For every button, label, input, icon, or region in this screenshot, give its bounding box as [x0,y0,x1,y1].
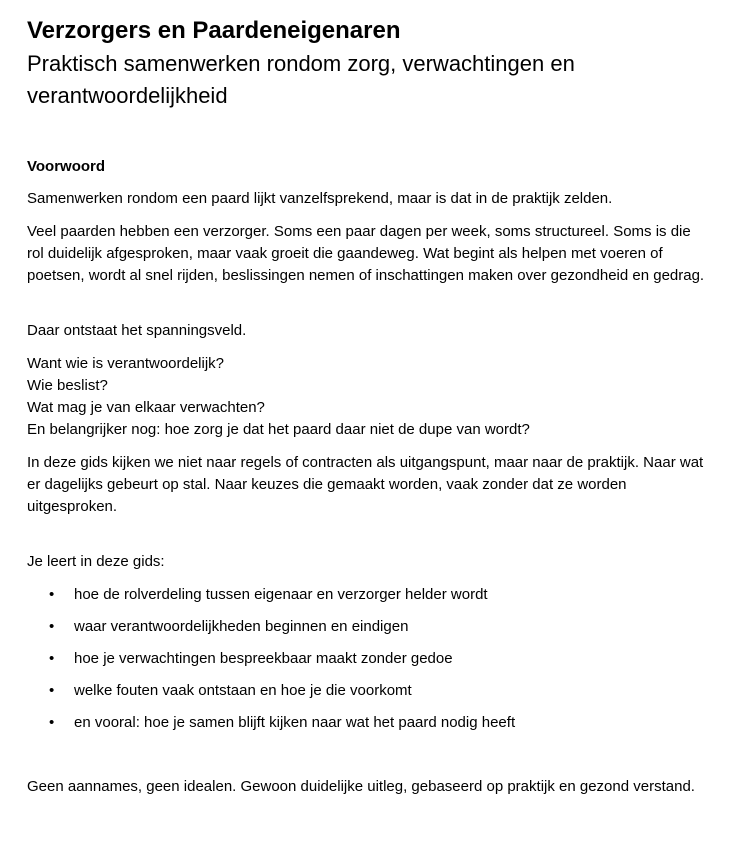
list-item: • waar verantwoordelijkheden beginnen en eindigen [27,616,515,648]
list-item: • hoe de rolverdeling tussen eigenaar en verzorger helder wordt [27,584,515,616]
paragraph: Daar ontstaat het spanningsveld. [27,322,247,339]
list-item: • hoe je verwachtingen bespreekbaar maakt zonder gedoe [27,648,515,680]
paragraph: Veel paarden hebben een verzorger. Soms een paar dagen per week, soms structureel. Soms is die rol duidelijk afgesproken, maar vaak groeit die gaandeweg. Wat begint als helpen met voeren of poetsen, wordt al snel rijden, beslissingen nemen of inschattingen maken over gezondheid en gedrag. [27,223,705,284]
document-title: Verzorgers en Paardeneigenaren [27,17,401,44]
document [27,14,727,795]
list-item: • welke fouten vaak ontstaan en hoe je die voorkomt [27,680,515,712]
document-subtitle: Praktisch samenwerken rondom zorg, verwachtingen en verantwoordelijkheid [27,51,575,108]
list-intro: Je leert in deze gids: [27,553,165,570]
section-heading: Voorwoord [27,158,106,175]
closing-paragraph: Geen aannames, geen idealen. Gewoon duidelijke uitleg, gebaseerd op praktijk en gezond verstand. [27,778,695,795]
question: Wie beslist? [27,377,108,394]
bullet-list [27,584,515,744]
list-item: • en vooral: hoe je samen blijft kijken naar wat het paard nodig heeft [27,712,515,744]
question: En belangrijker nog: hoe zorg je dat het paard daar niet de dupe van wordt? [27,421,530,438]
question: Wat mag je van elkaar verwachten? [27,399,265,416]
paragraph: In deze gids kijken we niet naar regels of contracten als uitgangspunt, maar naar de praktijk. Naar wat er dagelijks gebeurt op stal. Naar keuzes die gemaakt worden, vaak zonder dat ze worden uitgesproken. [27,454,704,515]
paragraph: Samenwerken rondom een paard lijkt vanzelfsprekend, maar is dat in de praktijk zelden. [27,190,613,207]
question: Want wie is verantwoordelijk? [27,355,225,372]
